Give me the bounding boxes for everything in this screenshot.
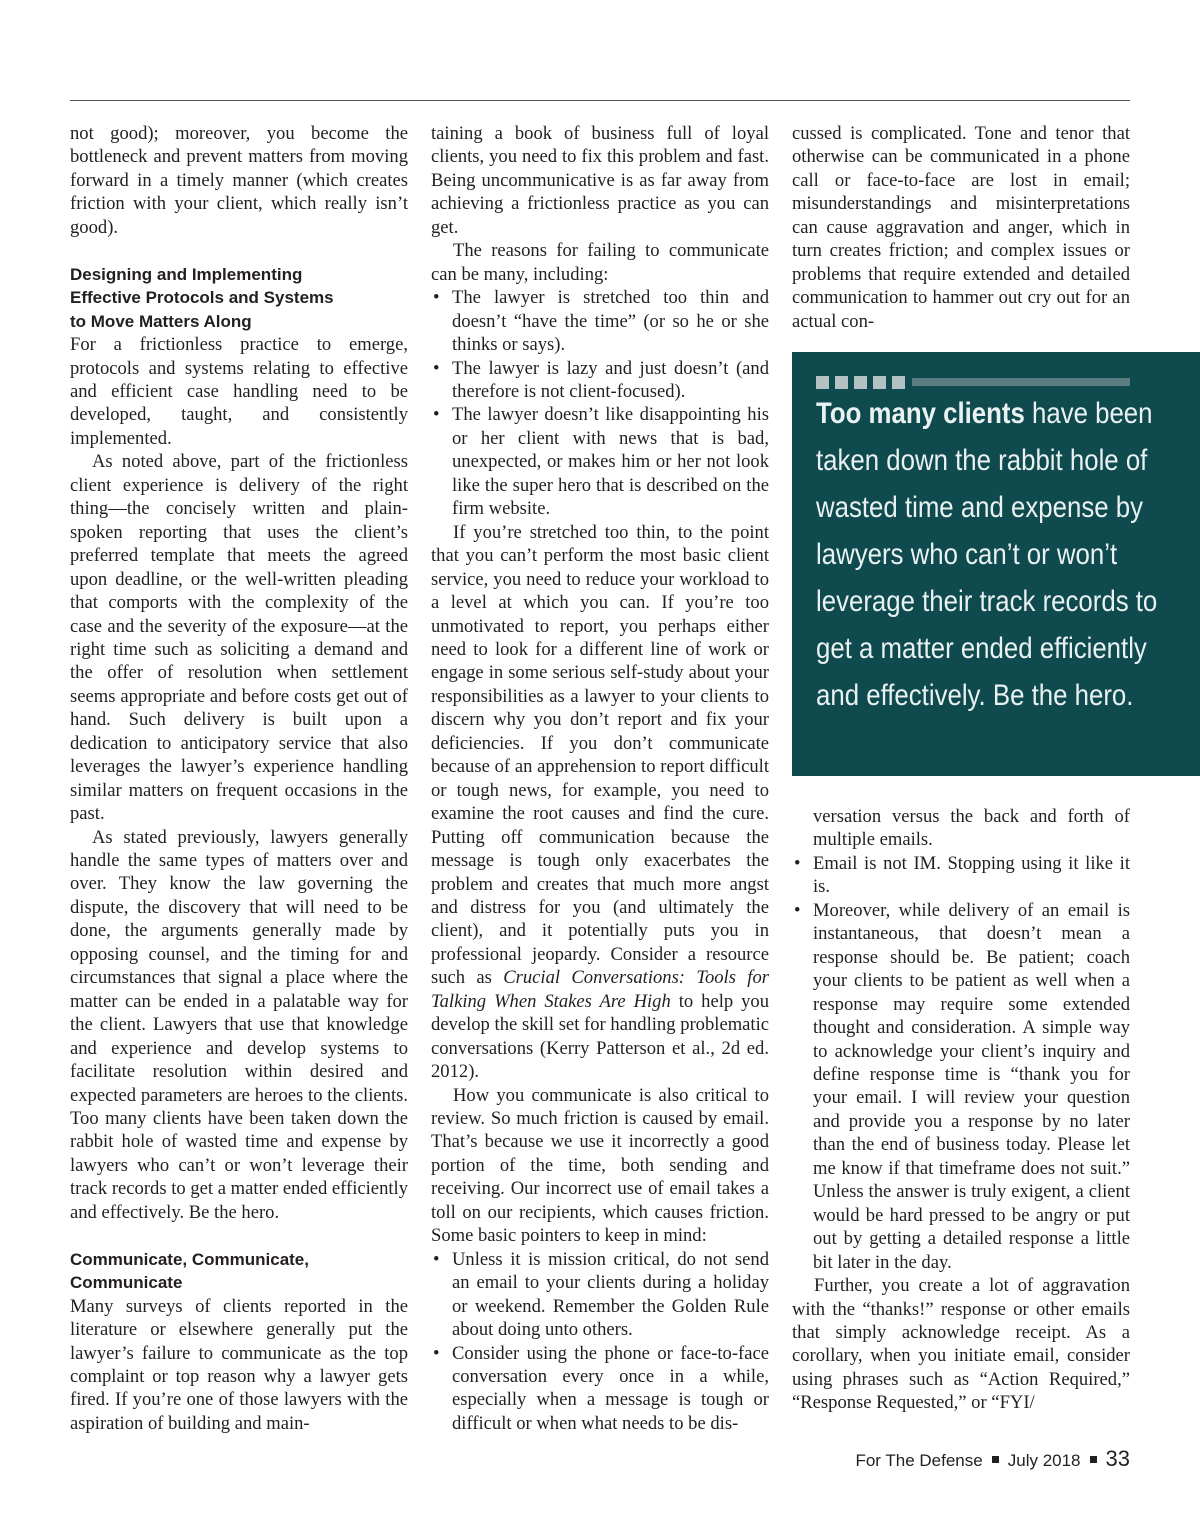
- paragraph: As stated previously, lawyers generally handle the same types of matters over and over. They know the law governing the dispute, the discovery that will need to be done, the arguments generally made by opposing counsel, and the timing for and circumstances that signal a place where the matter can be ended in a palatable way for the client. Lawyers that use that knowledge and experience and develop systems to facilitate resolution within desired and expected parameters are heroes to the clients. Too many clients have been taken down the rabbit hole of wasted time and expense by lawyers who can’t or won’t leverage their track records to get a matter ended efficiently and effectively. Be the hero.: [70, 826, 408, 1223]
- list-item: • The lawyer is stretched too thin and doesn’t “have the time” (or so he or she thinks or says).: [431, 286, 769, 356]
- bullet-list: [431, 1248, 769, 1436]
- column-2: [431, 122, 769, 1435]
- page-number: 33: [1105, 1446, 1130, 1471]
- paragraph: taining a book of business full of loyal clients, you need to fix this problem and fast. Being uncommunicative is as far away from achieving a frictionless practice as you can get.: [431, 123, 769, 238]
- pull-quote-rest: have been taken down the rabbit hole of wasted time and expense by lawyers who can’t or won’t leverage their track records to get a matter ended efficiently and effectively. Be the hero.: [816, 397, 1158, 712]
- pull-quote-bold: Too many clients: [816, 397, 1025, 430]
- list-item: • The lawyer is lazy and just doesn’t (and therefore is not client-focused).: [431, 357, 769, 404]
- page-footer: [855, 1446, 1130, 1472]
- separator-icon: [1090, 1456, 1097, 1463]
- issue-date: July 2018: [1007, 1451, 1081, 1470]
- bullet-list: [431, 286, 769, 521]
- paragraph: not good); moreover, you become the bottleneck and prevent matters from moving forward in a timely manner (which creates friction with your client, which really isn’t good).: [70, 123, 408, 238]
- paragraph: The reasons for failing to communicate can be many, including:: [431, 240, 769, 285]
- paragraph: As noted above, part of the frictionless client experience is delivery of the right thing—the concisely written and plain-spoken reporting that uses the client’s preferred template that meets the agreed upon deadline, or the well-written pleading that comports with the complexity of the case and the severity of the exposure—at the right time such as soliciting a demand and the offer of resolution when settlement seems appropriate and before costs get out of hand. Such delivery is built upon a dedication to anticipatory service that also leverages the lawyer’s experience handling similar matters on frequent occasions in the past.: [70, 451, 408, 825]
- heading-line: Designing and Implementing: [70, 264, 303, 284]
- heading-line: to Move Matters Along: [70, 311, 252, 331]
- heading-line: Communicate: [70, 1273, 183, 1293]
- book-title: Crucial Conversations: Tools for Talking When Stakes Are High: [431, 967, 769, 1012]
- bullet-list: [792, 852, 1130, 1274]
- decorative-bar: [912, 378, 1130, 386]
- list-item: • Consider using the phone or face-to-face conversation every once in a while, especially when a message is tough or difficult or when what needs to be dis-: [431, 1342, 769, 1436]
- decorative-squares: [816, 376, 905, 389]
- paragraph: How you communicate is also critical to review. So much friction is caused by email. That’s because we use it incorrectly a good portion of the time, both sending and receiving. Our incorrect use of email takes a toll on our recipients, which causes friction. Some basic pointers to keep in mind:: [431, 1084, 769, 1247]
- text-run: If you’re stretched too thin, to the point that you can’t perform the most basic client service, you need to reduce your workload to a level at which you can. If you’re too unmotivated to report, you perhaps either need to look for a different line of work or engage in some serious self-study about your responsibilities as a lawyer to your clients to discern why you don’t report and fix your deficiencies. If you don’t communicate because of an apprehension to report difficult or tough news, for example, you need to examine the root causes and find the cure. Putting off communication because the message is tough only exacerbates the problem and creates that much more angst and distress for you (and ultimately the client), and it potentially puts you in professional jeopardy. Consider a resource such as: [431, 521, 769, 989]
- publication-name: For The Defense: [855, 1451, 983, 1470]
- pull-quote-text: [816, 390, 1186, 719]
- column-1: [70, 122, 408, 1435]
- separator-icon: [992, 1456, 999, 1463]
- section-heading: [70, 1248, 408, 1295]
- paragraph: [431, 521, 769, 1084]
- list-item: • Moreover, while delivery of an email is instantaneous, that doesn’t mean a response should be. Be patient; coach your clients to be patient as well when a response may require some extended thought and consideration. A simple way to acknowledge your client’s inquiry and define response time is “thank you for your email. I will review your question and provide you a response by no later than the end of business today. Please let me know if that timeframe does not suit.” Unless the answer is truly exigent, a client would be hard pressed to be angry or put out by getting a detailed response a little bit later in the day.: [792, 899, 1130, 1274]
- paragraph: cussed is complicated. Tone and tenor that otherwise can be communicated in a phone call or face-to-face are lost in email; misunderstandings and misinterpretations can cause aggravation and anger, which in turn creates friction; and complex issues or problems that require extended and detailed communication to hammer out cry out for an actual con-: [792, 123, 1130, 332]
- paragraph: Further, you create a lot of aggravation with the “thanks!” response or other emails that simply acknowledge receipt. As a corollary, when you initiate email, consider using phrases such as “Action Required,” “Response Requested,” or “FYI/: [792, 1275, 1130, 1414]
- paragraph: For a frictionless practice to emerge, protocols and systems relating to effective and efficient case handling need to be developed, taught, and consistently implemented.: [70, 334, 408, 449]
- heading-line: Communicate, Communicate,: [70, 1249, 309, 1269]
- column-3-top: [792, 122, 1130, 333]
- section-heading: [70, 263, 408, 333]
- heading-line: Effective Protocols and Systems: [70, 288, 334, 308]
- list-item: • The lawyer doesn’t like disappointing his or her client with news that is bad, unexpected, or makes him or her not look like the super hero that is described on the firm website.: [431, 403, 769, 520]
- paragraph: versation versus the back and forth of multiple emails.: [813, 806, 1130, 851]
- text-run: to help you develop the skill set for handling problematic conversations (Kerry Patterson et al., 2d ed. 2012).: [431, 990, 770, 1083]
- list-item: • Email is not IM. Stopping using it like it is.: [792, 852, 1130, 899]
- pull-quote: [792, 352, 1200, 776]
- header-rule: [70, 100, 1130, 101]
- list-item: • Unless it is mission critical, do not send an email to your clients during a holiday or weekend. Remember the Golden Rule about doing unto others.: [431, 1248, 769, 1342]
- column-3-bottom: [792, 805, 1130, 1415]
- paragraph: Many surveys of clients reported in the literature or elsewhere generally put the lawyer’s failure to communicate as the top complaint or top reason why a lawyer gets fired. If you’re one of those lawyers with the aspiration of building and main-: [70, 1295, 408, 1434]
